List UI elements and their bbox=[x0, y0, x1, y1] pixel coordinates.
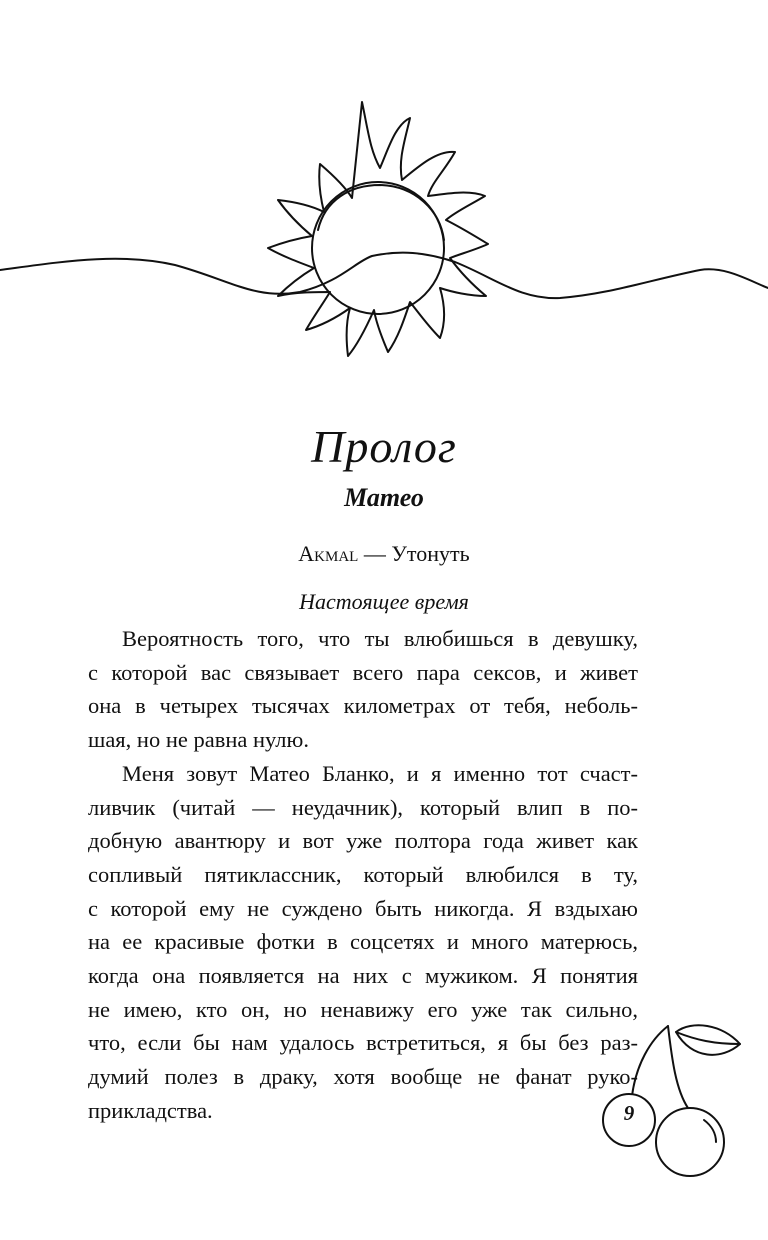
epigraph-dash: — bbox=[358, 541, 392, 566]
body-text bbox=[88, 622, 638, 1128]
text-line: с которой ему не суждено быть никогда. Я вздыхаю bbox=[88, 895, 638, 921]
cherry-stem-right bbox=[668, 1026, 688, 1108]
horizon-line bbox=[0, 253, 768, 299]
text-line: Меня зовут Матео Бланко, и я именно тот счаст- bbox=[122, 760, 638, 786]
text-line: думий полез в драку, хотя вообще не фанат руко- bbox=[88, 1064, 638, 1090]
epigraph bbox=[0, 541, 768, 567]
text-line: что, если бы нам удалось встретиться, я бы без раз- bbox=[88, 1030, 638, 1056]
text-line: когда она появляется на них с мужиком. Я понятия bbox=[88, 963, 638, 989]
cherry-right-highlight bbox=[704, 1120, 716, 1142]
text-line: добную авантюру и вот уже полтора года живет как bbox=[88, 828, 638, 854]
sun-rays bbox=[268, 102, 488, 356]
time-marker: Настоящее время bbox=[299, 589, 469, 614]
text-line: ливчик (читай — неудачник), который влип в по- bbox=[88, 794, 638, 820]
chapter-title: Пролог bbox=[311, 421, 457, 472]
text-line: она в четырех тысячах километрах от тебя, неболь- bbox=[88, 693, 638, 719]
cherry-stem-left bbox=[632, 1026, 668, 1096]
cherry-illustration bbox=[590, 1010, 768, 1190]
cherry-right bbox=[656, 1108, 724, 1176]
text-line: с которой вас связывает всего пара сексов, и живет bbox=[88, 659, 638, 685]
cherry-leaf-vein bbox=[676, 1032, 740, 1044]
text-line: не имею, кто он, но ненавижу его уже так сильно, bbox=[88, 996, 638, 1022]
page-number: 9 bbox=[623, 1101, 635, 1125]
pov-character: Матео bbox=[344, 483, 424, 512]
sun-disc-inner-stroke bbox=[318, 185, 444, 240]
sun-illustration bbox=[0, 88, 768, 398]
text-line: прикладства. bbox=[88, 1097, 213, 1123]
cherry-leaf bbox=[676, 1025, 740, 1055]
text-line: Вероятность того, что ты влюбишься в девушку, bbox=[122, 626, 638, 651]
text-line: сопливый пятиклассник, который влюбился в ту, bbox=[88, 861, 638, 887]
epigraph-artist: Akmal bbox=[298, 541, 359, 566]
text-line: шая, но не равна нулю. bbox=[88, 727, 309, 753]
epigraph-song: Утонуть bbox=[391, 541, 470, 566]
text-line: на ее красивые фотки в соцсетях и много матерюсь, bbox=[88, 929, 638, 955]
